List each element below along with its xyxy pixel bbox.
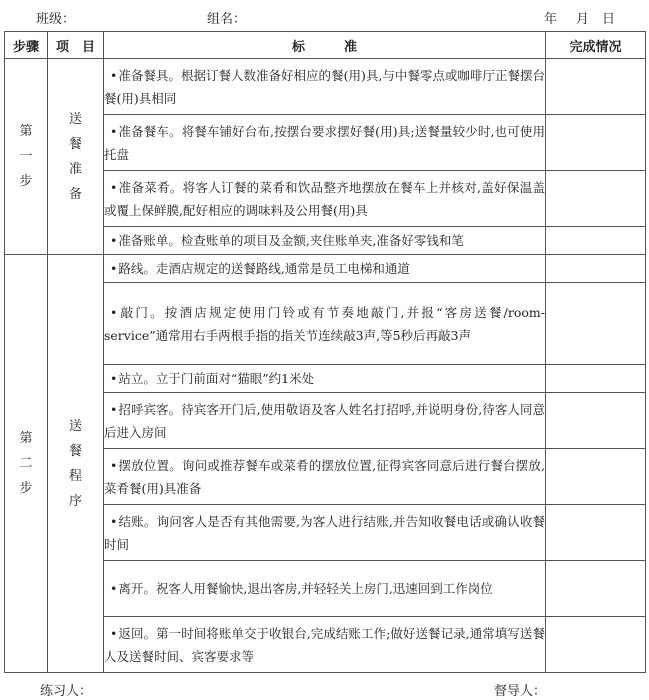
completion-cell[interactable] <box>546 283 646 365</box>
form-header <box>0 0 649 30</box>
standard-cell <box>104 171 546 227</box>
standard-text: 摆放位置。询问或推荐餐车或菜肴的摆放位置,征得宾客同意后进行餐台摆放,菜肴餐(用)具准备 <box>104 457 545 496</box>
bullet-icon: • <box>110 401 118 417</box>
standard-cell <box>104 505 546 561</box>
completion-cell[interactable] <box>546 561 646 617</box>
bullet-icon: • <box>110 625 118 641</box>
standard-text: 站立。立于门前面对“猫眼”约1米处 <box>118 371 315 386</box>
item-cell <box>48 255 104 673</box>
header-standard: 标 准 <box>104 32 546 59</box>
standard-cell <box>104 393 546 449</box>
standard-cell <box>104 449 546 505</box>
practitioner-label: 练习人： <box>40 684 93 699</box>
bullet-icon: • <box>110 179 118 195</box>
bullet-icon: • <box>110 304 118 320</box>
item-cell <box>48 59 104 255</box>
table-row <box>5 255 646 283</box>
step-cell <box>5 255 48 673</box>
completion-cell[interactable] <box>546 115 646 171</box>
month-label: 月 <box>576 12 590 27</box>
completion-cell[interactable] <box>546 255 646 283</box>
standard-text: 结账。询问客人是否有其他需要,为客人进行结账,并告知收餐电话或确认收餐时间 <box>104 513 545 552</box>
room-service-checklist-table <box>4 31 646 673</box>
bullet-icon: • <box>110 123 118 139</box>
completion-cell[interactable] <box>546 617 646 673</box>
standard-text: 准备餐具。根据订餐人数准备好相应的餐(用)具,与中餐零点或咖啡厅正餐摆台餐(用)具相同 <box>104 67 545 106</box>
supervisor-label: 督导人： <box>494 684 547 699</box>
bullet-icon: • <box>110 371 118 386</box>
completion-cell[interactable] <box>546 227 646 255</box>
table-row <box>5 59 646 115</box>
bullet-icon: • <box>110 457 118 473</box>
item-label: 送餐准备 <box>68 111 82 202</box>
item-label: 送餐程序 <box>68 418 82 509</box>
standard-cell <box>104 561 546 617</box>
bullet-icon: • <box>110 261 118 276</box>
form-footer <box>0 676 649 700</box>
standard-cell <box>104 617 546 673</box>
standard-text: 准备账单。检查账单的项目及金额,夹住账单夹,准备好零钱和笔 <box>118 233 464 248</box>
standard-text: 返回。第一时间将账单交于收银台,完成结账工作;做好送餐记录,通常填写送餐人及送餐时间、宾客要求等 <box>104 625 545 664</box>
bullet-icon: • <box>110 67 118 83</box>
standard-text: 敲门。按酒店规定使用门铃或有节奏地敲门,并报“客房送餐/room-service”通常用右手两根手指的指关节连续敲3声,等5秒后再敲3声 <box>104 304 545 343</box>
step-cell <box>5 59 48 255</box>
standard-cell <box>104 255 546 283</box>
header-completion: 完成情况 <box>546 32 646 59</box>
bullet-icon: • <box>110 233 118 248</box>
completion-cell[interactable] <box>546 505 646 561</box>
completion-cell[interactable] <box>546 393 646 449</box>
header-step: 步骤 <box>5 32 48 59</box>
table-header-row <box>5 32 646 59</box>
class-label: 班级： <box>36 12 76 27</box>
standard-text: 路线。走酒店规定的送餐路线,通常是员工电梯和通道 <box>118 261 410 276</box>
standard-text: 离开。祝客人用餐愉快,退出客房,并轻轻关上房门,迅速回到工作岗位 <box>118 581 493 596</box>
standard-cell <box>104 115 546 171</box>
completion-cell[interactable] <box>546 449 646 505</box>
step-label: 第一步 <box>19 124 33 189</box>
group-label: 组名： <box>207 12 247 27</box>
year-label: 年 <box>544 12 558 27</box>
bullet-icon: • <box>110 513 118 529</box>
standard-cell <box>104 283 546 365</box>
completion-cell[interactable] <box>546 59 646 115</box>
completion-cell[interactable] <box>546 171 646 227</box>
standard-cell <box>104 59 546 115</box>
standard-text: 准备菜肴。将客人订餐的菜肴和饮品整齐地摆放在餐车上并核对,盖好保温盖或覆上保鲜膜,配好相应的调味料及公用餐(用)具 <box>104 179 545 218</box>
bullet-icon: • <box>110 581 118 596</box>
standard-text: 招呼宾客。待宾客开门后,使用敬语及客人姓名打招呼,并说明身份,待客人同意后进入房间 <box>104 401 545 440</box>
standard-cell <box>104 227 546 255</box>
standard-cell <box>104 365 546 393</box>
completion-cell[interactable] <box>546 365 646 393</box>
day-label: 日 <box>602 12 616 27</box>
step-label: 第二步 <box>19 431 33 496</box>
standard-text: 准备餐车。将餐车铺好台布,按摆台要求摆好餐(用)具;送餐量较少时,也可使用托盘 <box>104 123 545 162</box>
header-item: 项 目 <box>48 32 104 59</box>
